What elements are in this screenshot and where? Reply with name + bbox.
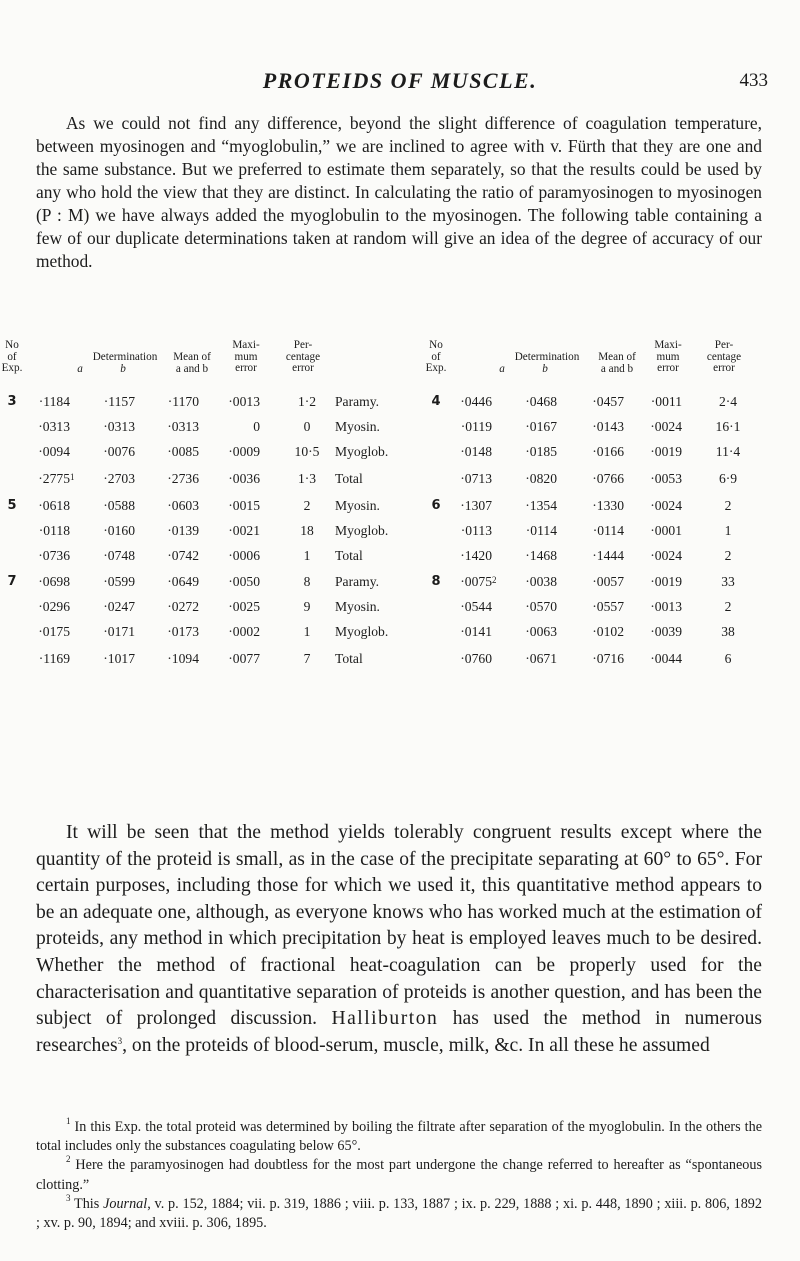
cell-a: ·0544: [460, 599, 492, 614]
row-label: Total: [335, 471, 363, 486]
cell-mean: ·0457: [592, 394, 624, 409]
cell-max: ·0013: [228, 394, 260, 409]
cell-pct: 18: [300, 523, 314, 538]
cell-a: ·0698: [38, 574, 70, 589]
discussion-text: It will be seen that the method yields tolerably congruent results except where the quantity of the proteid is small, as in the case of the precipitate separating at 60° to 65°. For certain purposes, including those for which we used it, this quantitative method appears to be an adequate one, although, as everyone knows who has worked much at the estimation of proteids, any method in which precipitation by heat is employed leaves much to be desired. Whether the method of fractional heat-coagulation can be properly used for the characterisation and quantitative separation of proteids is another question, and has been the subject of prolonged discussion. Halliburton has used the method in numerous researches$^3$, on the proteids of blood-serum, muscle, milk, &c. In all these he assumed: [36, 822, 762, 1056]
cell-mean: ·1170: [167, 394, 199, 409]
cell-pct: 16·1: [715, 419, 741, 434]
row-label: Myosin.: [335, 599, 380, 614]
cell-pct: 1: [303, 548, 311, 563]
cell-max: ·0024: [650, 498, 682, 513]
footnote-1: $^1$ In this Exp. the total proteid was determined by boiling the filtrate after separation of the myoglobulin. In the others the total includes only the substances coagulating below 65°.: [36, 1116, 762, 1155]
intro-text: As we could not find any difference, beyond the slight difference of coagulation temperature, between myosinogen and “myoglobulin,” we are inclined to agree with v. Fürth that they are one and the same substance. But we preferred to estimate them separately, so that the results could be used by any who hold the view that they are distinct. In calculating the ratio of paramyosinogen to myosinogen (P : M) we have always added the myoglobulin to the myosinogen. The following table containing a few of our duplicate determinations taken at random will give an idea of the degree of accuracy of our method.: [36, 113, 762, 271]
cell-max: ·0025: [228, 599, 260, 614]
cell-pct: 6·9: [718, 471, 738, 486]
cell-mean: ·0085: [167, 444, 199, 459]
cell-pct: 2: [724, 548, 732, 563]
cell-mean: ·1094: [167, 651, 199, 666]
cell-max: ·0036: [228, 471, 260, 486]
cell-b: ·0748: [103, 548, 135, 563]
cell-b: ·0160: [103, 523, 135, 538]
cell-a: ·0446: [460, 394, 492, 409]
header-no-exp: No of Exp.: [1, 339, 23, 374]
cell-max: ·0024: [650, 419, 682, 434]
header-max: Maxi- mum error: [654, 339, 682, 374]
cell-a: ·2775 1: [38, 471, 75, 486]
cell-a: ·0736: [38, 548, 70, 563]
cell-mean: ·2736: [167, 471, 199, 486]
header-a: a: [77, 363, 83, 375]
cell-b: ·0167: [525, 419, 557, 434]
cell-mean: ·1444: [592, 548, 624, 563]
cell-mean: ·0557: [592, 599, 624, 614]
experiment-number: 7: [7, 574, 17, 589]
cell-pct: 1: [724, 523, 732, 538]
header-mean: Mean of a and b: [173, 351, 211, 375]
cell-b: ·0063: [525, 624, 557, 639]
cell-b: ·1017: [103, 651, 135, 666]
running-header: [0, 68, 800, 98]
cell-pct: 0: [303, 419, 311, 434]
cell-mean: ·0649: [167, 574, 199, 589]
cell-b: ·0313: [103, 419, 135, 434]
cell-max: ·0050: [228, 574, 260, 589]
header-pct: Per- centage error: [285, 339, 321, 374]
cell-mean: ·0173: [167, 624, 199, 639]
cell-a: ·0113: [460, 523, 492, 538]
page-number: 433: [739, 70, 768, 91]
cell-pct: 2: [724, 498, 732, 513]
cell-a: ·0141: [460, 624, 492, 639]
cell-a: ·0760: [460, 651, 492, 666]
cell-b: ·0468: [525, 394, 557, 409]
cell-pct: 38: [721, 624, 735, 639]
cell-a: ·0175: [38, 624, 70, 639]
cell-mean: ·0143: [592, 419, 624, 434]
cell-mean: ·0716: [592, 651, 624, 666]
cell-a: ·1420: [460, 548, 492, 563]
cell-b: ·0076: [103, 444, 135, 459]
experiment-number: 5: [7, 498, 17, 513]
cell-max: ·0015: [228, 498, 260, 513]
intro-paragraph: [36, 112, 762, 273]
cell-max: ·0021: [228, 523, 260, 538]
cell-mean: ·1330: [592, 498, 624, 513]
cell-mean: ·0313: [167, 419, 199, 434]
cell-max: ·0006: [228, 548, 260, 563]
experiment-number: 4: [431, 394, 441, 409]
cell-pct: 33: [721, 574, 735, 589]
row-label: Total: [335, 651, 363, 666]
cell-pct: 2·4: [718, 394, 738, 409]
cell-a: ·1307: [460, 498, 492, 513]
header-b: b: [542, 363, 548, 375]
cell-pct: 1·3: [297, 471, 317, 486]
cell-max: ·0001: [650, 523, 682, 538]
cell-pct: 1: [303, 624, 311, 639]
cell-b: ·0114: [525, 523, 557, 538]
cell-b: ·0171: [103, 624, 135, 639]
header-pct: Per- centage error: [706, 339, 742, 374]
cell-max: ·0024: [650, 548, 682, 563]
footnote-2: $^2$ Here the paramyosinogen had doubtless for the most part undergone the change referred to hereafter as “spontaneous clotting.”: [36, 1154, 762, 1193]
cell-pct: 6: [724, 651, 732, 666]
cell-mean: ·0166: [592, 444, 624, 459]
cell-max: ·0019: [650, 444, 682, 459]
cell-max: ·0011: [650, 394, 682, 409]
header-no-exp: No of Exp.: [425, 339, 447, 374]
footnote-ref: 3: [117, 1035, 123, 1046]
cell-mean: ·0057: [592, 574, 624, 589]
row-label: Myoglob.: [335, 624, 389, 639]
cell-b: ·0038: [525, 574, 557, 589]
cell-mean: ·0102: [592, 624, 624, 639]
cell-a: ·0118: [38, 523, 70, 538]
discussion-paragraph: [36, 820, 762, 1059]
experiment-number: 6: [431, 498, 441, 513]
row-label: Paramy.: [335, 574, 380, 589]
cell-a: ·1184: [38, 394, 70, 409]
cell-b: ·0671: [525, 651, 557, 666]
cell-mean: ·0766: [592, 471, 624, 486]
row-label: Paramy.: [335, 394, 380, 409]
row-label: Myosin.: [335, 419, 380, 434]
cell-b: ·1354: [525, 498, 557, 513]
footnotes: [36, 1118, 762, 1233]
cell-b: ·1468: [525, 548, 557, 563]
cell-max: ·0002: [228, 624, 260, 639]
cell-pct: 8: [303, 574, 311, 589]
row-label: Myoglob.: [335, 523, 389, 538]
cell-max: ·0019: [650, 574, 682, 589]
cell-pct: 1·2: [297, 394, 317, 409]
cell-max: ·0013: [650, 599, 682, 614]
row-label: Myoglob.: [335, 444, 389, 459]
cell-b: ·0588: [103, 498, 135, 513]
header-determination: Determination: [514, 351, 580, 363]
cell-pct: 11·4: [715, 444, 741, 459]
cell-max: 0: [253, 419, 260, 434]
experiment-number: 3: [7, 394, 17, 409]
cell-b: ·1157: [103, 394, 135, 409]
cell-max: ·0044: [650, 651, 682, 666]
row-label: Total: [335, 548, 363, 563]
header-mean: Mean of a and b: [598, 351, 636, 375]
cell-max: ·0039: [650, 624, 682, 639]
header-max: Maxi- mum error: [232, 339, 260, 374]
cell-a: ·0075 2: [460, 574, 497, 589]
cell-mean: ·0742: [167, 548, 199, 563]
row-label: Myosin.: [335, 498, 380, 513]
cell-b: ·0820: [525, 471, 557, 486]
cell-mean: ·0603: [167, 498, 199, 513]
cell-max: ·0009: [228, 444, 260, 459]
cell-pct: 10·5: [294, 444, 320, 459]
cell-pct: 2: [303, 498, 311, 513]
cell-a: ·1169: [38, 651, 70, 666]
cell-max: ·0053: [650, 471, 682, 486]
cell-a: ·0713: [460, 471, 492, 486]
cell-pct: 2: [724, 599, 732, 614]
cell-a: ·0119: [460, 419, 492, 434]
cell-b: ·0247: [103, 599, 135, 614]
cell-b: ·0570: [525, 599, 557, 614]
cell-b: ·0599: [103, 574, 135, 589]
cell-mean: ·0139: [167, 523, 199, 538]
cell-max: ·0077: [228, 651, 260, 666]
cell-a: ·0618: [38, 498, 70, 513]
cell-b: ·2703: [103, 471, 135, 486]
cell-a: ·0296: [38, 599, 70, 614]
cell-mean: ·0272: [167, 599, 199, 614]
cell-pct: 9: [303, 599, 311, 614]
header-a: a: [499, 363, 505, 375]
cell-a: ·0094: [38, 444, 70, 459]
cell-pct: 7: [303, 651, 311, 666]
cell-a: ·0148: [460, 444, 492, 459]
experiment-number: 8: [431, 574, 441, 589]
header-determination: Determination: [92, 351, 158, 363]
cell-a: ·0313: [38, 419, 70, 434]
cell-mean: ·0114: [592, 523, 624, 538]
running-title: PROTEIDS OF MUSCLE.: [262, 68, 538, 93]
author-name: Halliburton: [331, 1008, 439, 1030]
header-b: b: [120, 363, 126, 375]
cell-b: ·0185: [525, 444, 557, 459]
footnote-3: $^3$ This Journal, v. p. 152, 1884; vii. p. 319, 1886 ; viii. p. 133, 1887 ; ix. p. 229, 1888 ; xi. p. 448, 1890 ; xiii. p. 806, 1892 ; xv. p. 90, 1894; and xviii. p. 306, 1895.: [36, 1192, 762, 1232]
